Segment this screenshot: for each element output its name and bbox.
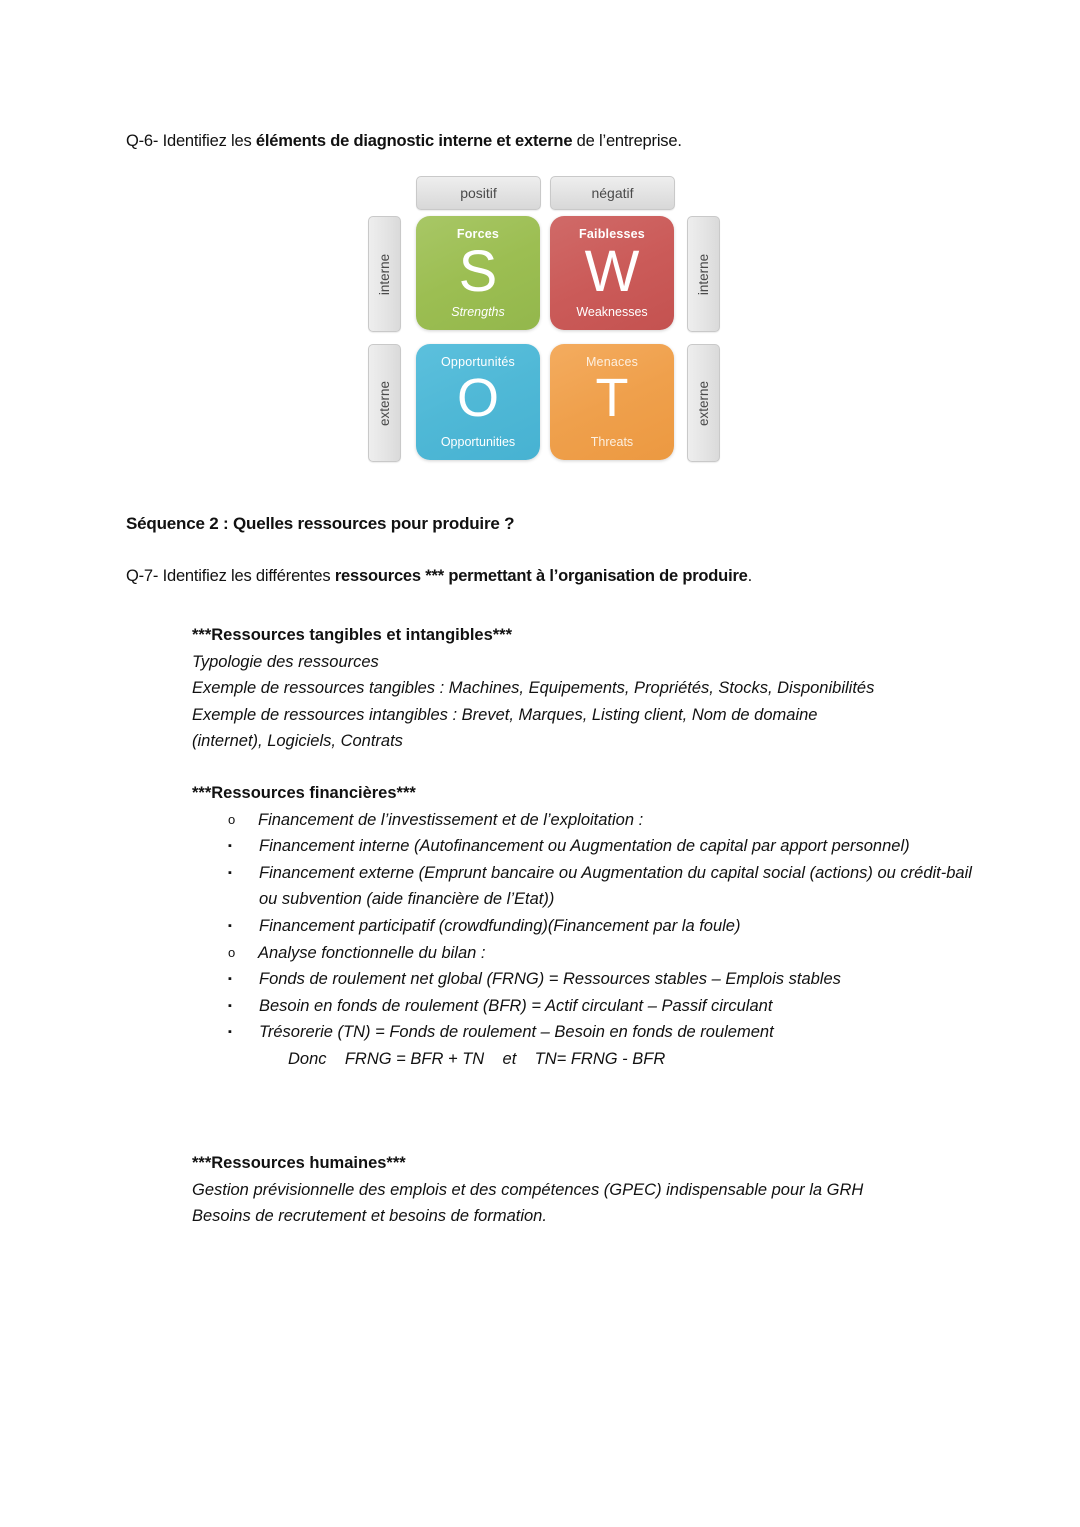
swot-strengths-letter: S — [458, 239, 498, 304]
sequence-heading: Séquence 2 : Quelles ressources pour produire ? — [126, 514, 515, 533]
q6-bold: éléments de diagnostic interne et externe — [255, 132, 573, 150]
square-bullet-icon: ▪ — [228, 840, 232, 853]
list-item — [192, 807, 982, 834]
financieres-group2-item-2: Trésorerie (TN) = Fonds de roulement – Besoin en fonds de roulement — [259, 1023, 774, 1042]
q6-prefix: Q-6- Identifiez les — [126, 132, 256, 150]
swot-weaknesses-subtitle: Weaknesses — [576, 305, 648, 319]
swot-side-externe-right-label: externe — [696, 380, 711, 426]
swot-strengths-subtitle: Strengths — [451, 305, 505, 319]
section-tangibles-line-0: Typologie des ressources — [192, 652, 379, 671]
swot-threats-title: Menaces — [585, 355, 639, 369]
q7-bold: ressources *** permettant à l’organisation de produire — [334, 567, 748, 585]
financieres-group1-item-2: Financement participatif (crowdfunding)(Financement par la foule) — [259, 916, 741, 935]
financieres-group1-label: Financement de l’investissement et de l’exploitation : — [258, 810, 644, 829]
circle-bullet-icon: o — [228, 811, 236, 827]
swot-header-positif-label: positif — [460, 185, 497, 201]
financieres-group-1 — [192, 807, 982, 834]
circle-bullet-icon: o — [228, 944, 236, 960]
square-bullet-icon: ▪ — [228, 866, 232, 879]
q6-suffix: de l’entreprise. — [572, 132, 682, 150]
financieres-group-2 — [192, 940, 982, 967]
swot-header-negatif — [550, 176, 675, 210]
financieres-group1-items — [192, 833, 982, 939]
section-financieres-title: ***Ressources financières*** — [192, 784, 416, 802]
square-bullet-icon: ▪ — [228, 1026, 232, 1039]
swot-side-externe-right — [687, 344, 720, 462]
section-tangibles-line-2: Exemple de ressources intangibles : Brevet, Marques, Listing client, Nom de domaine — [192, 705, 818, 724]
swot-quadrant-threats — [550, 344, 674, 460]
section-humaines-line-0: Gestion prévisionnelle des emplois et des compétences (GPEC) indispensable pour la GRH — [192, 1180, 864, 1199]
swot-opportunities-title: Opportunités — [441, 355, 515, 369]
list-item — [192, 966, 982, 993]
list-item — [192, 940, 982, 967]
swot-weaknesses-letter: W — [584, 239, 640, 304]
swot-quadrant-weaknesses — [550, 216, 674, 330]
section-tangibles-line-3: (internet), Logiciels, Contrats — [192, 732, 403, 751]
financieres-group2-item-0: Fonds de roulement net global (FRNG) = Ressources stables – Emplois stables — [259, 970, 841, 989]
swot-quadrant-opportunities — [416, 344, 540, 460]
square-bullet-icon: ▪ — [228, 973, 232, 986]
swot-diagram — [368, 176, 718, 468]
swot-side-interne-right-label: interne — [696, 253, 711, 295]
swot-side-interne-left — [368, 216, 401, 332]
swot-threats-letter: T — [595, 368, 629, 428]
q7-prefix: Q-7- Identifiez les différentes — [126, 567, 335, 585]
swot-quadrant-strengths — [416, 216, 540, 330]
question-q7 — [126, 565, 752, 587]
list-item — [192, 993, 982, 1020]
swot-opportunities-letter: O — [456, 368, 499, 428]
swot-side-interne-right — [687, 216, 720, 332]
swot-weaknesses-title: Faiblesses — [579, 227, 645, 241]
square-bullet-icon: ▪ — [228, 919, 232, 932]
swot-header-positif — [416, 176, 541, 210]
q7-suffix: . — [747, 567, 753, 585]
question-q6 — [126, 130, 682, 152]
section-financieres — [192, 780, 982, 1073]
swot-side-externe-left — [368, 344, 401, 462]
financieres-group2-item-1: Besoin en fonds de roulement (BFR) = Actif circulant – Passif circulant — [259, 996, 773, 1015]
swot-strengths-title: Forces — [456, 227, 500, 241]
financieres-group2-label: Analyse fonctionnelle du bilan : — [258, 943, 486, 962]
swot-opportunities-subtitle: Opportunities — [440, 435, 516, 449]
square-bullet-icon: ▪ — [228, 999, 232, 1012]
swot-side-interne-left-label: interne — [377, 253, 392, 295]
list-item — [192, 913, 982, 940]
section-humaines — [192, 1150, 982, 1230]
section-humaines-line-1: Besoins de recrutement et besoins de formation. — [192, 1207, 547, 1226]
section-tangibles-title: ***Ressources tangibles et intangibles*** — [192, 626, 513, 644]
swot-side-externe-left-label: externe — [377, 380, 392, 426]
list-item — [192, 860, 982, 913]
section-humaines-title: ***Ressources humaines*** — [192, 1154, 406, 1172]
financieres-group2-items — [192, 966, 982, 1046]
swot-threats-subtitle: Threats — [590, 435, 634, 449]
section-tangibles-line-1: Exemple de ressources tangibles : Machines, Equipements, Propriétés, Stocks, Disponibilités — [192, 679, 875, 698]
list-item — [192, 833, 982, 860]
list-item — [192, 1019, 982, 1046]
section-tangibles — [192, 622, 982, 755]
financieres-conclusion: Donc FRNG = BFR + TN et TN= FRNG - BFR — [288, 1049, 666, 1068]
financieres-group1-item-1: Financement externe (Emprunt bancaire ou Augmentation du capital social (actions) ou crédit-bail ou subvention (aide financière de l’Etat)) — [259, 863, 972, 909]
financieres-group1-item-0: Financement interne (Autofinancement ou Augmentation de capital par apport personnel) — [259, 837, 910, 856]
swot-header-negatif-label: négatif — [591, 185, 634, 201]
